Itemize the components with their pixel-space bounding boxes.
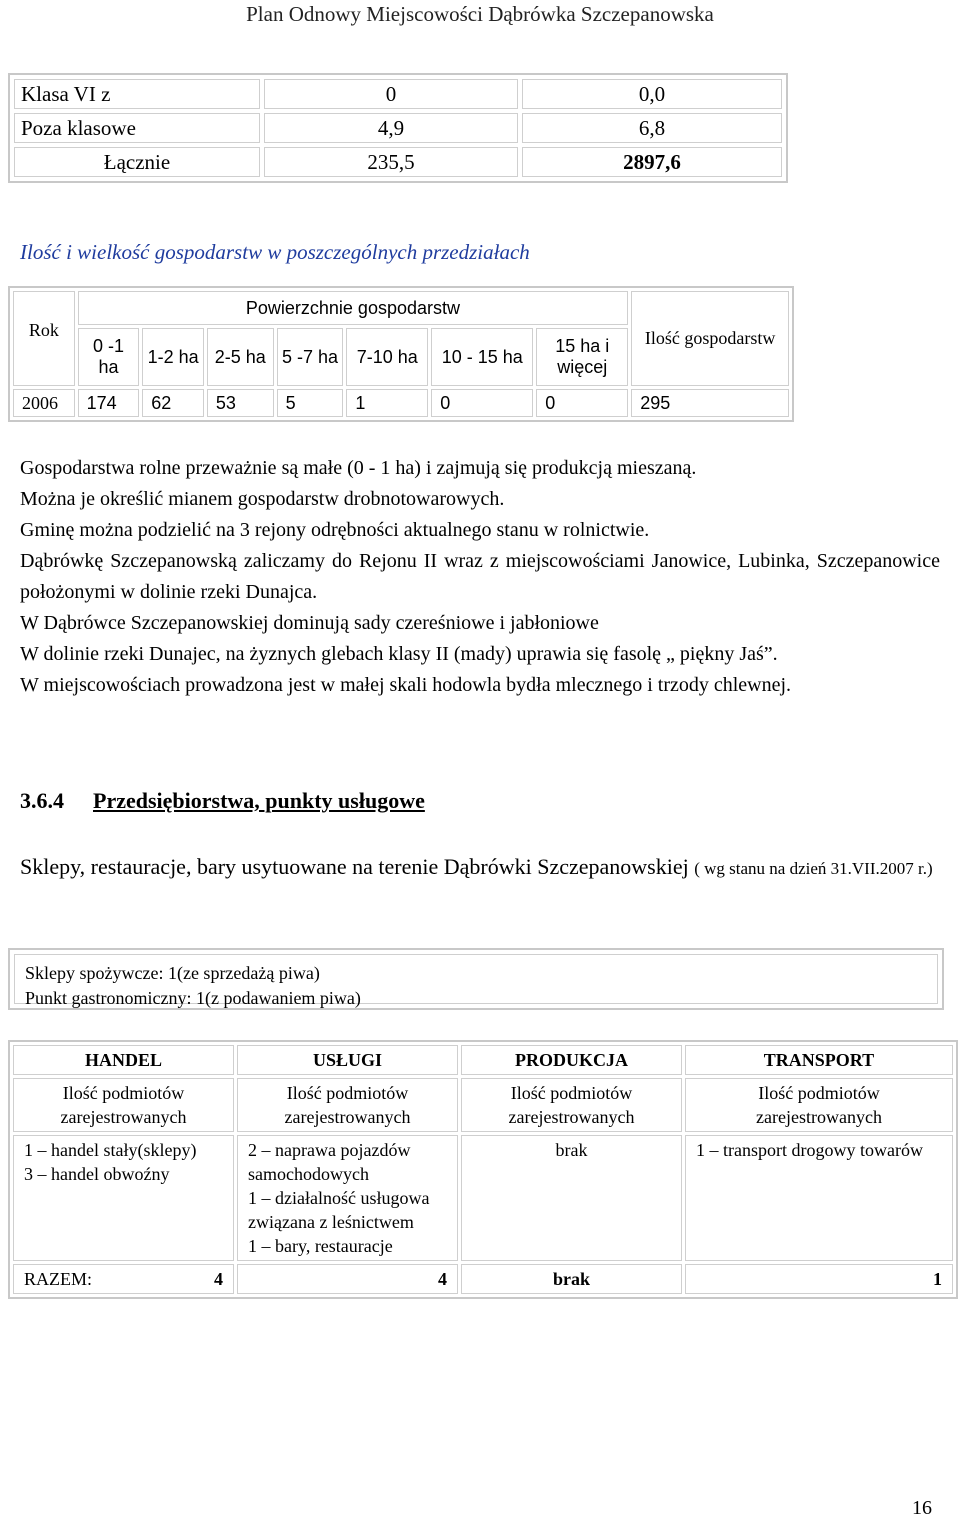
soil-label: Klasa VI z [14, 79, 260, 109]
range-header: 15 ha i więcej [536, 328, 628, 386]
total-cell [13, 1264, 234, 1294]
table-row [13, 389, 789, 417]
year-header: Rok [13, 291, 75, 386]
area-header: Powierzchnie gospodarstw [78, 291, 629, 325]
total-label: RAZEM: [24, 1269, 93, 1289]
business-table [8, 1040, 958, 1299]
year-cell: 2006 [13, 389, 75, 417]
soil-value: 2897,6 [522, 147, 782, 177]
agriculture-text [20, 453, 940, 701]
paragraph: W dolinie rzeki Dunajec, na żyznych glebach klasy II (mady) uprawia się fasolę „ piękny Jaś”. [20, 643, 778, 665]
range-header: 7-10 ha [346, 328, 428, 386]
label-cell: Ilość podmiotów zarejestrowanych [461, 1078, 682, 1132]
column-header: USŁUGI [237, 1045, 458, 1075]
count-cell: 62 [142, 389, 204, 417]
farms-caption: Ilość i wielkość gospodarstw w poszczególnych przedziałach [20, 240, 530, 264]
total-cell: 295 [631, 389, 789, 417]
shops-intro-note: ( wg stanu na dzień 31.VII.2007 r.) [694, 859, 933, 878]
shops-line: Sklepy spożywcze: 1(ze sprzedażą piwa) [25, 963, 320, 983]
count-header: Ilość gospodarstw [631, 291, 789, 386]
table-row [13, 1078, 953, 1132]
soil-area: 0 [264, 79, 518, 109]
soil-area: 4,9 [264, 113, 518, 143]
soil-label: Łącznie [14, 147, 260, 177]
farms-table [8, 286, 794, 422]
count-cell: 5 [277, 389, 344, 417]
label-cell: Ilość podmiotów zarejestrowanych [685, 1078, 953, 1132]
shops-box [8, 948, 944, 1010]
soil-label: Poza klasowe [14, 113, 260, 143]
paragraph: Gminę można podzielić na 3 rejony odrębności aktualnego stanu w rolnictwie. [20, 519, 650, 541]
paragraph: W miejscowościach prowadzona jest w małej skali hodowla bydła mlecznego i trzody chlewnej. [20, 674, 792, 696]
label-cell: Ilość podmiotów zarejestrowanych [13, 1078, 234, 1132]
detail-cell [13, 1135, 234, 1261]
total-value: 1 [685, 1264, 953, 1294]
range-header: 2-5 ha [207, 328, 274, 386]
page-header: Plan Odnowy Miejscowości Dąbrówka Szczepanowska [246, 2, 714, 26]
count-cell: 174 [78, 389, 140, 417]
detail-line: 1 – handel stały(sklepy) [24, 1140, 197, 1160]
paragraph: Można je określić mianem gospodarstw drobnotowarowych. [20, 488, 505, 510]
detail-line: 3 – handel obwoźny [24, 1164, 170, 1184]
column-header: PRODUKCJA [461, 1045, 682, 1075]
detail-line: brak [555, 1140, 588, 1160]
total-value: 4 [214, 1269, 223, 1289]
count-cell: 0 [536, 389, 628, 417]
count-cell: 53 [207, 389, 274, 417]
range-header: 10 - 15 ha [431, 328, 533, 386]
soil-value: 0,0 [522, 79, 782, 109]
detail-cell [685, 1135, 953, 1261]
table-row [13, 1045, 953, 1075]
soil-class-table [8, 73, 788, 183]
soil-area: 235,5 [264, 147, 518, 177]
detail-line: 1 – transport drogowy towarów [696, 1140, 923, 1160]
table-row [14, 147, 782, 177]
shops-line: Punkt gastronomiczny: 1(z podawaniem piwa) [25, 988, 361, 1008]
count-cell: 1 [346, 389, 428, 417]
range-header: 1-2 ha [142, 328, 204, 386]
page-number: 16 [912, 1497, 932, 1519]
paragraph: Dąbrówkę Szczepanowską zaliczamy do Rejonu II wraz z miejscowościami Janowice, Lubinka, Szczepanowice położonymi w dolinie rzeki Dunajca. [20, 550, 940, 603]
table-row [13, 1264, 953, 1294]
detail-line: 1 – działalność usługowa związana z leśnictwem [248, 1188, 430, 1232]
section-title: Przedsiębiorstwa, punkty usługowe [93, 788, 425, 813]
count-cell: 0 [431, 389, 533, 417]
detail-cell [461, 1135, 682, 1261]
total-value: brak [461, 1264, 682, 1294]
paragraph: Gospodarstwa rolne przeważnie są małe (0 - 1 ha) i zajmują się produkcją mieszaną. [20, 457, 697, 479]
total-value: 4 [237, 1264, 458, 1294]
shops-intro [20, 852, 940, 884]
table-row [13, 1135, 953, 1261]
table-row [14, 79, 782, 109]
column-header: TRANSPORT [685, 1045, 953, 1075]
detail-cell [237, 1135, 458, 1261]
table-row [13, 291, 789, 325]
range-header: 0 -1 ha [78, 328, 140, 386]
section-heading [20, 788, 425, 814]
detail-line: 2 – naprawa pojazdów samochodowych [248, 1140, 411, 1184]
soil-value: 6,8 [522, 113, 782, 143]
paragraph: W Dąbrówce Szczepanowskiej dominują sady czereśniowe i jabłoniowe [20, 612, 599, 634]
section-number: 3.6.4 [20, 788, 64, 813]
shops-intro-text: Sklepy, restauracje, bary usytuowane na terenie Dąbrówki Szczepanowskiej [20, 854, 689, 879]
table-row [14, 113, 782, 143]
label-cell: Ilość podmiotów zarejestrowanych [237, 1078, 458, 1132]
detail-line: 1 – bary, restauracje [248, 1236, 393, 1256]
column-header: HANDEL [13, 1045, 234, 1075]
range-header: 5 -7 ha [277, 328, 344, 386]
